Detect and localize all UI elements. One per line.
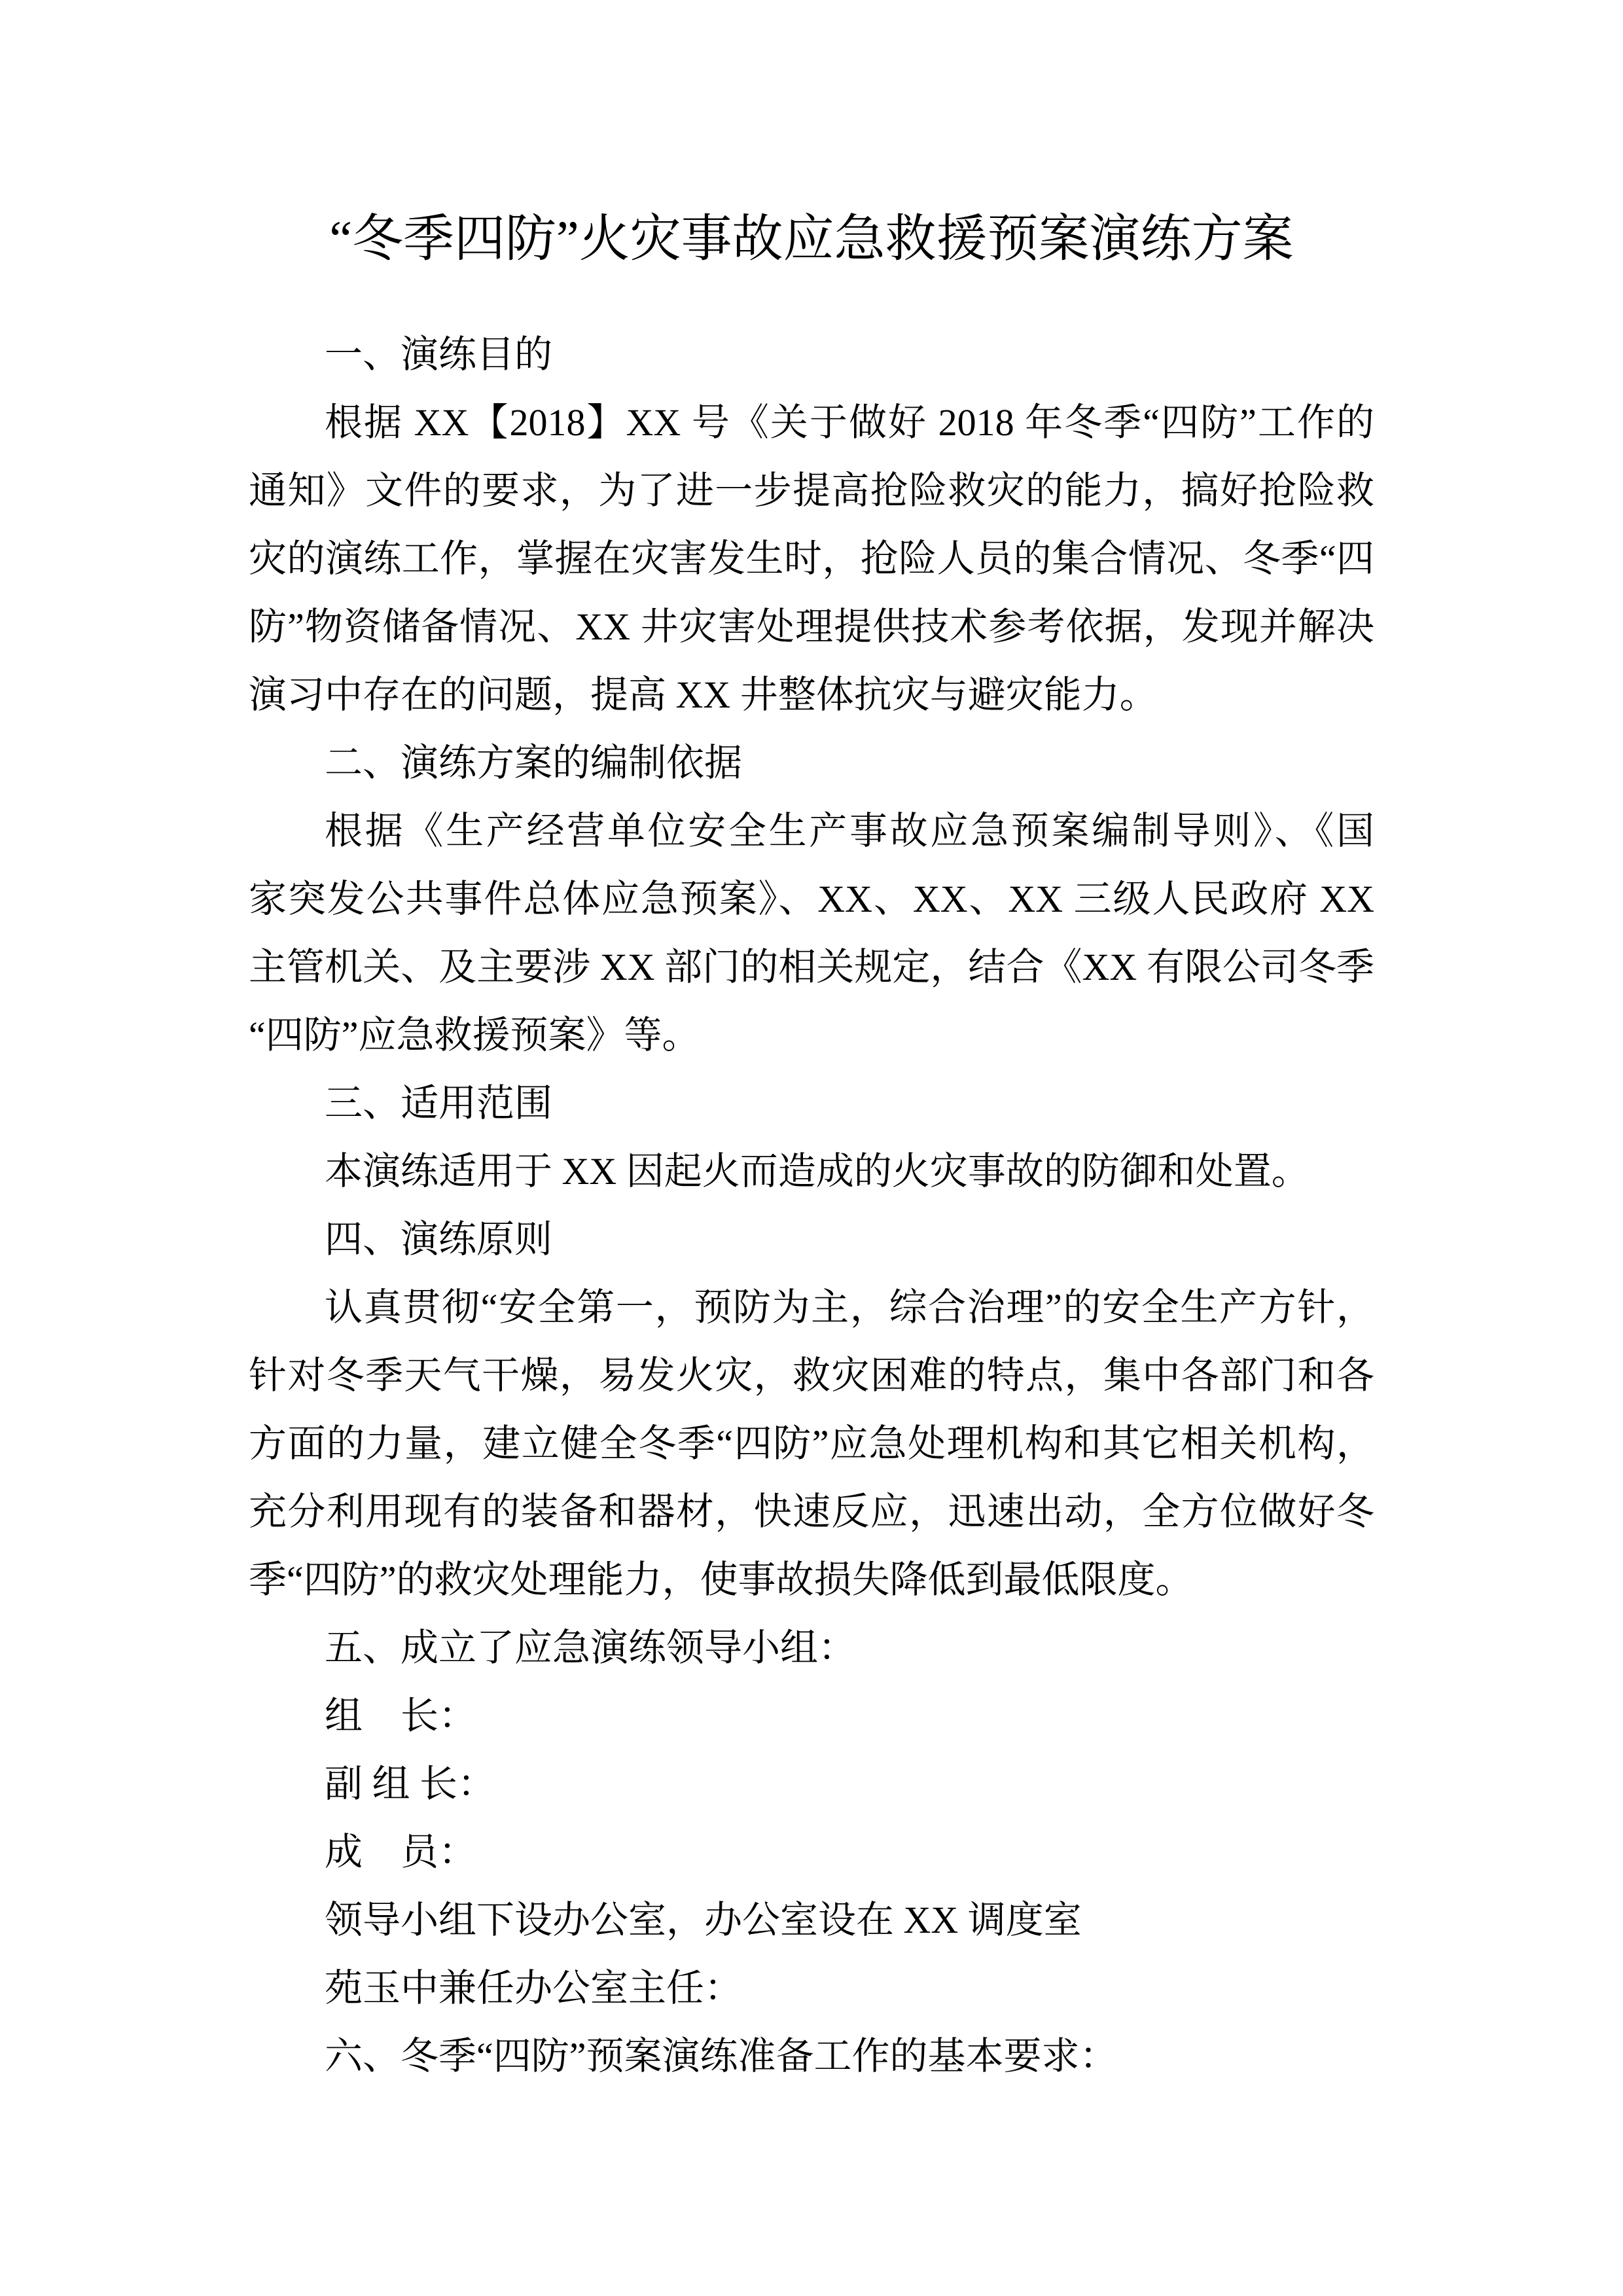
document-title: “冬季四防”火灾事故应急救援预案演练方案 — [329, 210, 1294, 267]
text-line: 本演练适用于 XX 因起火而造成的火灾事故的防御和处置。 — [325, 1150, 1310, 1193]
text-line: 六、冬季“四防”预案演练准备工作的基本要求： — [325, 2035, 1118, 2077]
text-line: 副 组 长： — [325, 1763, 496, 1805]
text-line: 防”物资储备情况、XX 井灾害处理提供技术参考依据，发现并解决 — [249, 605, 1374, 648]
text-line: 领导小组下设办公室，办公室设在 XX 调度室 — [325, 1899, 1082, 1941]
text-line: 针对冬季天气干燥，易发火灾，救灾困难的特点，集中各部门和各 — [249, 1354, 1374, 1397]
text-line: 苑玉中兼任办公室主任： — [325, 1967, 743, 2009]
text-line: 灾的演练工作，掌握在灾害发生时，抢险人员的集合情况、冬季“四 — [249, 537, 1374, 580]
text-line: 演习中存在的问题，提高 XX 井整体抗灾与避灾能力。 — [249, 673, 1158, 716]
text-line: 五、成立了应急演练领导小组： — [325, 1626, 857, 1669]
text-line: 主管机关、及主要涉 XX 部门的相关规定，结合《XX 有限公司冬季 — [249, 946, 1374, 988]
document-body — [249, 321, 1374, 2090]
text-line: 根据 XX【2018】XX 号《关于做好 2018 年冬季“四防”工作的 — [325, 401, 1374, 444]
text-line: 认真贯彻“安全第一，预防为主，综合治理”的安全生产方针， — [325, 1286, 1374, 1329]
text-line: 四、演练原则 — [325, 1218, 553, 1261]
text-line: 方面的力量，建立健全冬季“四防”应急处理机构和其它相关机构， — [249, 1422, 1374, 1465]
text-line: 三、适用范围 — [325, 1082, 553, 1124]
text-line: 成 员： — [325, 1831, 477, 1873]
text-line: 一、演练目的 — [325, 333, 553, 376]
text-line: 组 长： — [325, 1695, 477, 1737]
text-line: 二、演练方案的编制依据 — [325, 742, 743, 784]
text-line: 根据《生产经营单位安全生产事故应急预案编制导则》、《国 — [325, 810, 1374, 852]
text-line: 家突发公共事件总体应急预案》、XX、XX、XX 三级人民政府 XX — [249, 878, 1374, 920]
text-line: 季“四防”的救灾处理能力，使事故损失降低到最低限度。 — [249, 1558, 1194, 1601]
text-line: “四防”应急救援预案》等。 — [249, 1014, 700, 1056]
text-line: 通知》文件的要求，为了进一步提高抢险救灾的能力，搞好抢险救 — [249, 469, 1374, 512]
text-line: 充分利用现有的装备和器材，快速反应，迅速出动，全方位做好冬 — [249, 1490, 1374, 1533]
